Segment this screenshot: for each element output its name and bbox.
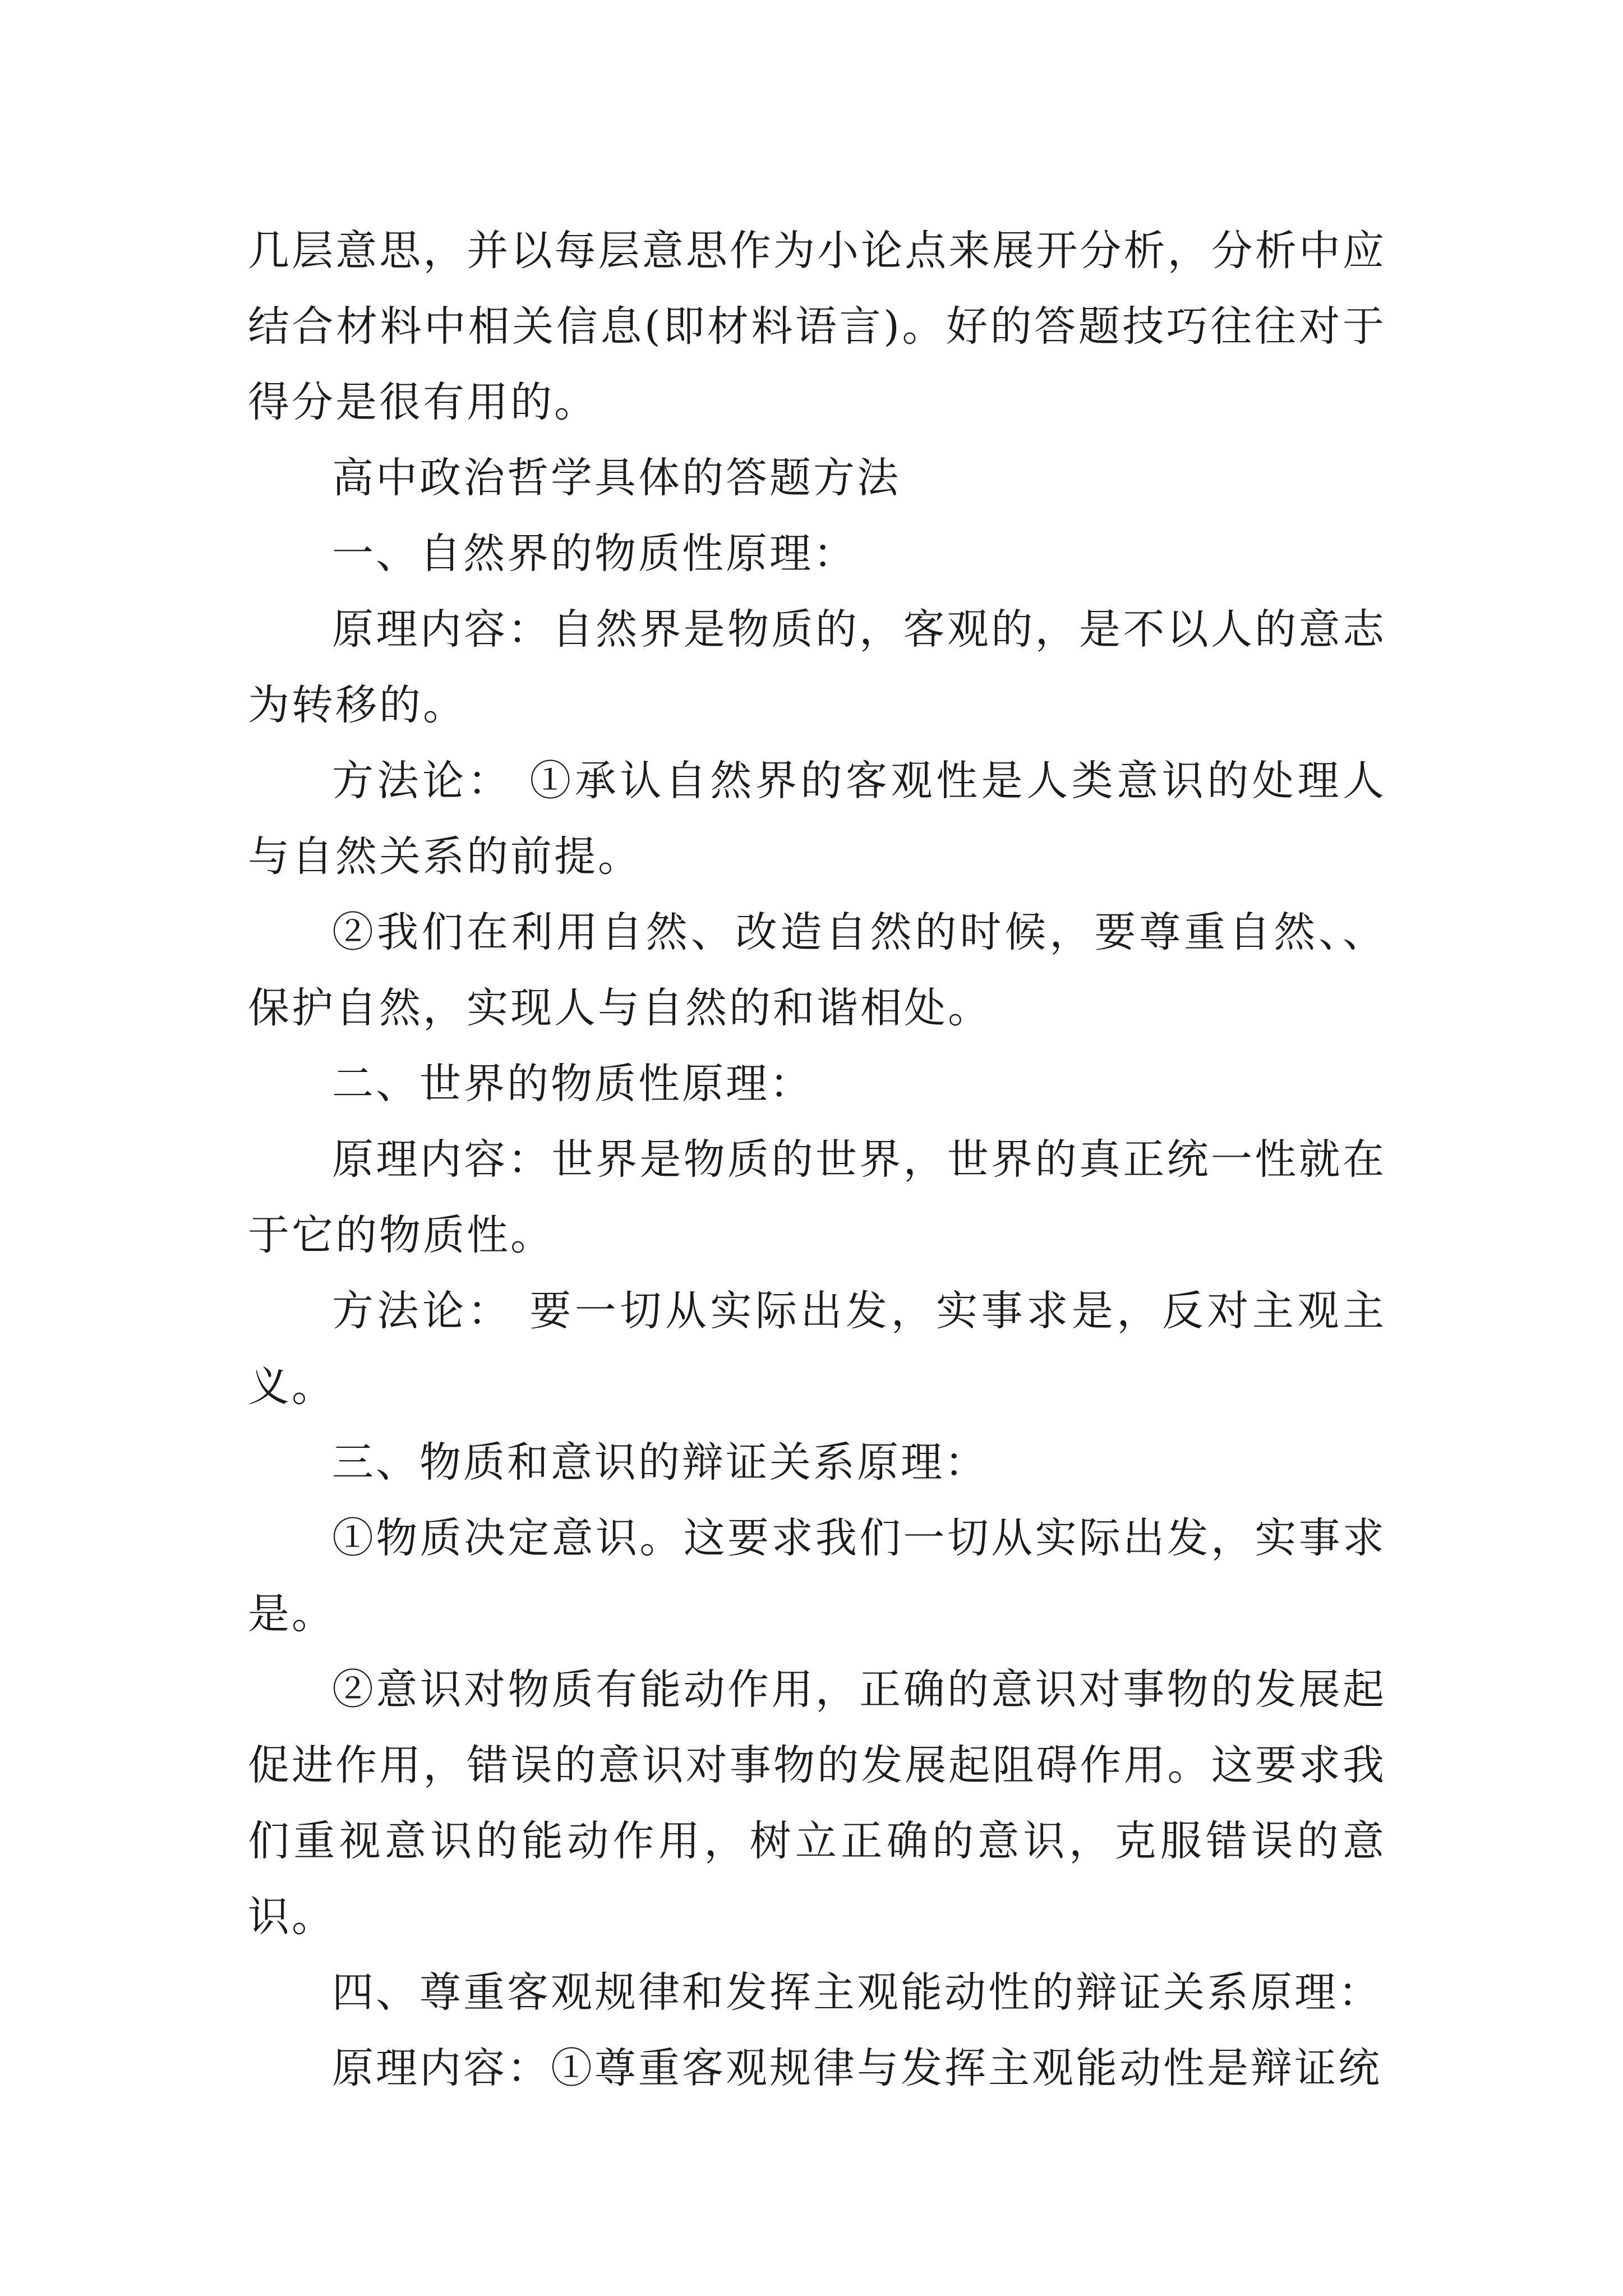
section-heading-methods: 高中政治哲学具体的答题方法 [332, 454, 901, 502]
paragraph-principle-3-point-1: ①物质决定意识。这要求我们一切从实际出发，实事求是。 [248, 1514, 1386, 1638]
heading-principle-3: 三、物质和意识的辩证关系原理： [332, 1438, 988, 1487]
paragraph-principle-2-content: 原理内容：世界是物质的世界，世界的真正统一性就在于它的物质性。 [248, 1135, 1386, 1259]
paragraph-principle-4-content: 原理内容：①尊重客观规律与发挥主观能动性是辩证统 [332, 2044, 1382, 2092]
paragraph-principle-3-point-2: ②意识对物质有能动作用，正确的意识对事物的发展起促进作用，错误的意识对事物的发展起阻碍作用。这要求我们重视意识的能动作用，树立正确的意识，克服错误的意识。 [248, 1665, 1386, 1941]
paragraph-principle-1-content: 原理内容：自然界是物质的，客观的，是不以人的意志为转移的。 [248, 605, 1386, 729]
heading-principle-1: 一、自然界的物质性原理： [332, 530, 857, 578]
heading-principle-2: 二、世界的物质性原理： [332, 1060, 813, 1108]
document-body [248, 213, 1386, 2106]
paragraph-principle-1-method-2: ②我们在利用自然、改造自然的时候，要尊重自然、、保护自然，实现人与自然的和谐相处。 [248, 908, 1386, 1032]
paragraph-principle-1-method: 方法论： ①承认自然界的客观性是人类意识的处理人与自然关系的前提。 [248, 757, 1386, 881]
paragraph-principle-2-method: 方法论： 要一切从实际出发，实事求是，反对主观主义。 [248, 1287, 1386, 1411]
paragraph-1: 几层意思，并以每层意思作为小论点来展开分析，分析中应结合材料中相关信息(即材料语言)。好的答题技巧往往对于得分是很有用的。 [248, 227, 1386, 426]
heading-principle-4: 四、尊重客观规律和发挥主观能动性的辩证关系原理： [332, 1968, 1382, 2017]
